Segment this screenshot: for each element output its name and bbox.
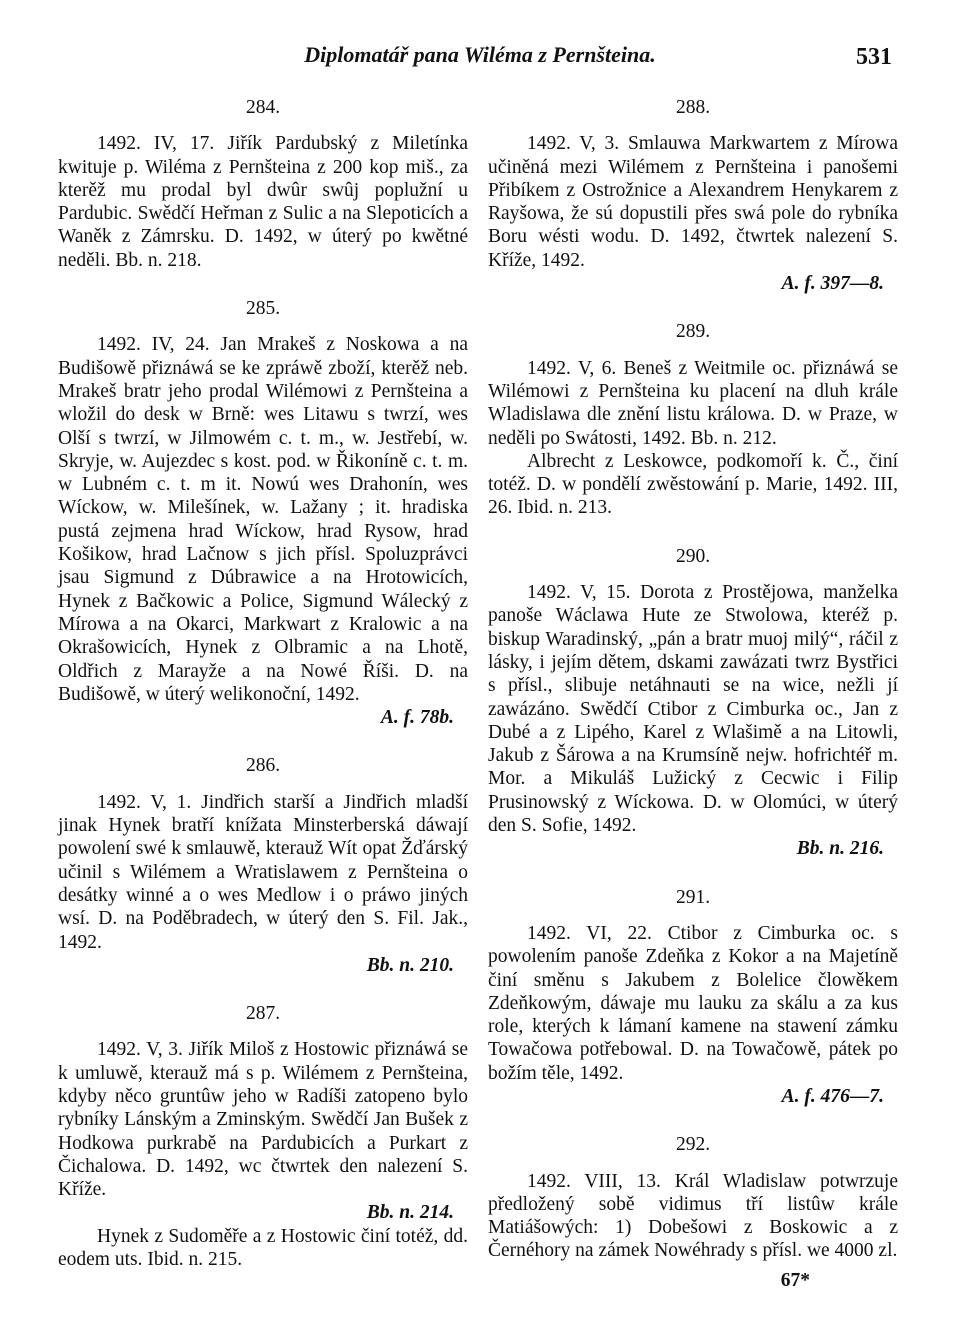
source-reference: Bb. n. 216. [796,838,884,860]
entry-290 [488,545,898,861]
page-number: 531 [856,44,892,70]
entry-number: 292. [675,1134,711,1156]
entry-number: 288. [675,97,711,118]
entry-text: 1492. V, 6. Beneš z Weitmile oc. přiznáwá se Wilémowi z Pernšteina ku placení na dluh krále Wladislawa dle znění listu králowa. D. w Praze, w neděli po Swátosti, 1492. Bb. n. 212. [488,357,898,449]
entry-284 [58,96,468,272]
entry-number: 291. [675,886,711,908]
running-title: Diplomatář pana Wiléma z Pernšteina. [304,42,656,67]
entry-288 [488,96,898,295]
entry-number: 289. [675,321,711,343]
entry-text: 1492. V, 3. Smlauwa Markwartem z Mírowa učiněná mezi Wilémem z Pernšteina i panošemi Přibíkem z Ostrožnice a Alexandrem Henykarem z Rayšowa, že sú dopustili přes swá pole do rybníka Boru wésti wodu. D. 1492, čtwrtek nalezení S. Kříže, 1492. [488,133,898,271]
entry-number: 285. [245,298,281,320]
entry-text: 1492. V, 15. Dorota z Prostějowa, manželka panoše Wáclawa Hute ze Stwolowa, kteréž p. biskup Waradinský, „pán a bratr muoj milý“, ráčil z lásky, i jejím dětem, dskami zawázati twrz Bystřici s přísl., slibuje netáhnauti se na wice, nežli jí zawázáno. Swědčí Ctibor z Cimburka oc., Jan z Dubé a z Lipého, Karel z Wlašimě a na Litowli, Jakub z Šárowa a na Krumsíně nejw. hofrichtéř m. Mor. a Mikuláš Lužický z Cecwic i Filip Prusinowský z Wíckowa. D. w Olomúci, w úterý den S. Sofie, 1492. [488,582,898,837]
entry-text: 1492. IV, 24. Jan Mrakeš z Noskowa a na Budišowě přiznáwá se ke zpráwě zboží, kterěž neb. Mrakeš bratr jeho prodal Wilémowi z Pernšteina a wložil do desk w Brně: wes Litawu s twrzí, wes Olší s twrzí, w Jilmowém c. t. m., w. Jestřebí, w. Skryje, w. Aujezdec s kost. pod. w Řikoníně c. t. m. w Lubném c. t. m it. Nowú wes Drahonín, wes Wíckow, w. Milešínek, w. Lažany ; it. hradiska pustá zejmena hrad Wíckow, hrad Rysow, hrad Košikow, hrad Lačnow s jich přísl. Spoluzprávci jsau Sigmund z Dúbrawice a na Hrotowicích, Hynek z Bačkowic a Police, Sigmund Wálecký z Mírowa a na Okarci, Markwart z Kralowic a na Okrašowicích, Hynek z Olbramic a na Lhotě, Oldřich z Marayže a na Nowé Říši. D. na Budišowě, w úterý welikonoční, 1492. [58,334,468,705]
entry-text: 1492. V, 3. Jiřík Miloš z Hostowic přiznáwá se k umluwě, kterauž má s p. Wilémem z Pernšteina, kdyby něco gruntûw jeho w Radíši zatopeno bylo rybníky Lánským a Zminským. Swědčí Jan Bušek z Hodkowa purkrabě na Pardubicích a Purkart z Čichalowa. D. 1492, wc čtwrtek den nalezení S. Kříže. [58,1039,468,1201]
signature-mark: 67* [780,1269,810,1291]
source-reference: Bb. n. 214. [366,1202,454,1224]
entry-number: 286. [245,755,281,777]
entry-286 [58,754,468,977]
right-column [488,96,898,1317]
entry-289 [488,320,898,519]
entry-text-addendum: Albrecht z Leskowce, podkomoří k. Č., činí totéž. D. w pondělí zwěstowání p. Marie, 1492. III, 26. Ibid. n. 213. [488,450,898,519]
entry-number: 290. [675,545,711,567]
entry-number: 284. [245,97,281,118]
entry-287 [58,1002,468,1271]
source-reference: Bb. n. 210. [366,954,454,976]
entry-text-addendum: Hynek z Sudoměře a z Hostowic činí totéž, dd. eodem uts. Ibid. n. 215. [58,1225,468,1271]
entry-number: 287. [245,1003,281,1025]
entry-text: 1492. VIII, 13. Král Wladislaw potwrzuje předložený sobě vidimus tří listûw krále Matiášowých: 1) Dobešowi z Boskowic a z Černéhory na zámek Nowéhrady s přísl. we 4000 zl. [488,1170,898,1262]
source-reference: A. f. 78b. [380,707,454,729]
entry-291 [488,886,898,1109]
entry-text: 1492. VI, 22. Ctibor z Cimburka oc. s powolením panoše Zdeňka z Kokor a na Majetíně činí směnu s Jakubem z Bolelice člowěkem Zdeňkowým, dáwaje mu lauku za skálu a za kus role, kterých k lámaní kamene na stawení zámku Towačowa potřebowal. D. na Towačowě, pátek po božím těle, 1492. [488,922,898,1084]
source-reference: A. f. 476—7. [781,1085,884,1107]
left-column [58,96,468,1296]
entry-292 [488,1133,898,1292]
entry-285 [58,297,468,729]
entry-text: 1492. V, 1. Jindřich starší a Jindřich mladší jinak Hynek bratří knížata Minsterberská dáwají powolení swé k smlauwě, kterauž Wít opat Žďárský učinil s Wilémem a Wratislawem z Pernšteina o desátky winné a o wes Medlow i o práwo jiných wsí. D. na Poděbradech, w úterý den S. Fil. Jak., 1492. [58,791,468,953]
source-reference: A. f. 397—8. [781,273,884,295]
entry-text: 1492. IV, 17. Jiřík Pardubský z Miletínka kwituje p. Wiléma z Pernšteina z 200 kop miš., za kterěž mu prodal byl dwûr swûj poplužní u Pardubic. Swědčí Heřman z Sulic a na Slepoticích a Waněk z Zámrsku. D. 1492, w úterý po kwětné neděli. Bb. n. 218. [58,133,468,271]
